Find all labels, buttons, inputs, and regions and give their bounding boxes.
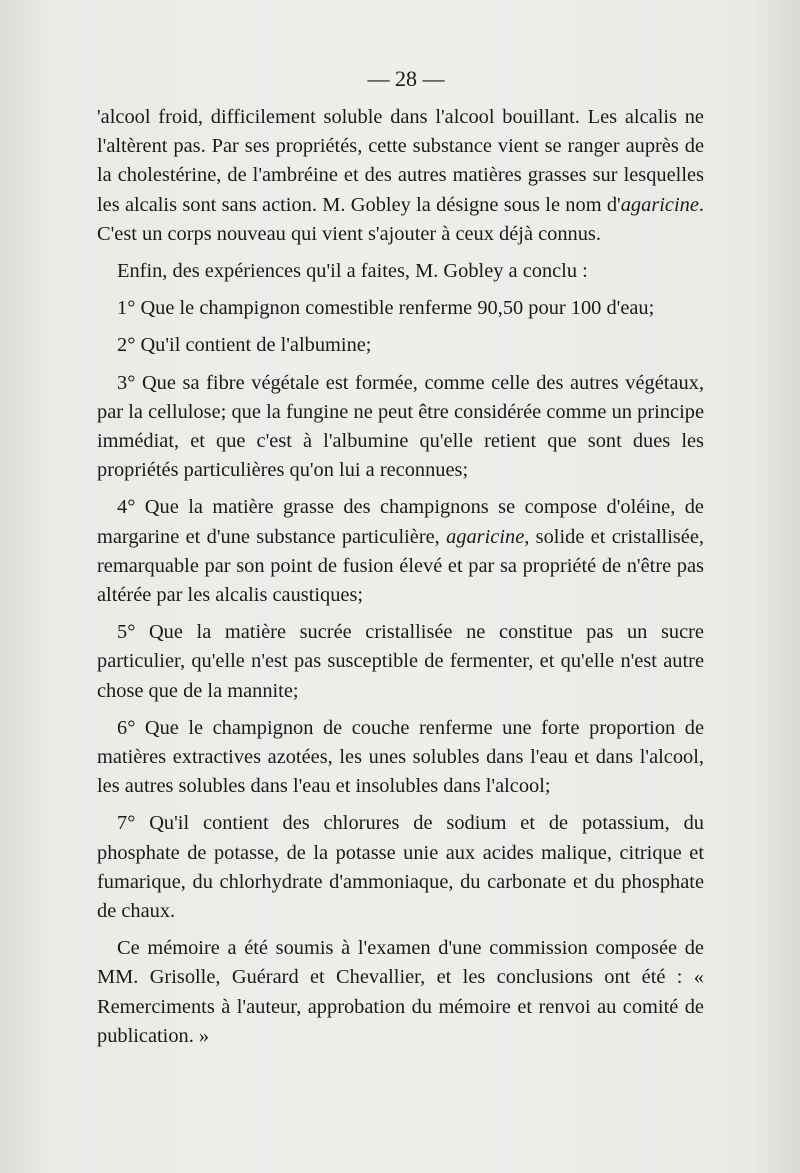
paragraph-item-6 (97, 714, 704, 802)
text-run: 7° Qu'il contient des chlorures de sodium et de potassium, du phosphate de potasse, de la potasse unie aux acides malique, citrique et fumarique, du chlorhydrate d'ammoniaque, du carbonate et du phosphate de chaux. (97, 812, 704, 923)
text-run: , solide et cristallisée, remarquable par son point de fusion élevé et par sa propriété de n'être pas altérée par les alcalis caustiques; (97, 525, 704, 607)
text-run: Ce mémoire a été soumis à l'examen d'une commission composée de MM. Grisolle, Guérard et Chevallier, et les conclusions ont été : « Remerciments à l'auteur, approbation du mémoire et renvoi au comité de publication. » (97, 937, 704, 1047)
text-run: 1° Que le champignon comestible renferme 90,50 pour 100 d'eau; (117, 297, 655, 320)
text-run: 3° Que sa fibre végétale est formée, comme celle des autres végétaux, par la cellulose; que la fungine ne peut être considérée comme un principe immédiat, et que c'est à l'albumine qu'elle retient que sont dues les propriétés particulières qu'on lui a reconnues; (97, 371, 704, 482)
italic-term: agaricine (446, 525, 525, 548)
paragraph-item-5 (97, 618, 704, 706)
body-text (97, 103, 704, 1059)
text-run: 2° Qu'il contient de l'albumine; (117, 334, 372, 357)
paragraph-item-3 (97, 369, 704, 486)
text-run: . C'est un corps nouveau qui vient s'ajouter à ceux déjà connus. (97, 193, 704, 245)
italic-term: agaricine (620, 193, 699, 216)
text-run: 'alcool froid, difficilement soluble dans l'alcool bouillant. Les alcalis ne l'altèrent pas. Par ses propriétés, cette substance vient se ranger auprès de la cholestérine, de l'ambréine et des autres matières grasses sur lesquelles les alcalis sont sans action. M. Gobley la désigne sous le nom d' (97, 106, 704, 216)
paragraph-item-2 (97, 331, 704, 360)
text-run: 5° Que la matière sucrée cristallisée ne constitue pas un sucre particulier, qu'elle n'est pas susceptible de fermenter, et qu'elle n'est autre chose que de la mannite; (97, 621, 704, 702)
paragraph-continuation (97, 103, 704, 249)
text-run: Enfin, des expériences qu'il a faites, M. Gobley a conclu : (117, 260, 588, 283)
page-number: — 28 — (367, 66, 445, 91)
text-run: 6° Que le champignon de couche renferme une forte proportion de matières extractives azotées, les unes solubles dans l'eau et dans l'alcool, les autres solubles dans l'eau et insolubles dans l'alcool; (97, 716, 704, 798)
paragraph-item-4 (97, 493, 704, 610)
paragraph-item-1 (97, 294, 704, 323)
paragraph-conclusion-intro (97, 257, 704, 286)
paragraph-commission (97, 934, 704, 1051)
paragraph-item-7 (97, 809, 704, 926)
text-run: 4° Que la matière grasse des champignons se compose d'oléine, de margarine et d'une substance particulière, (97, 496, 704, 548)
